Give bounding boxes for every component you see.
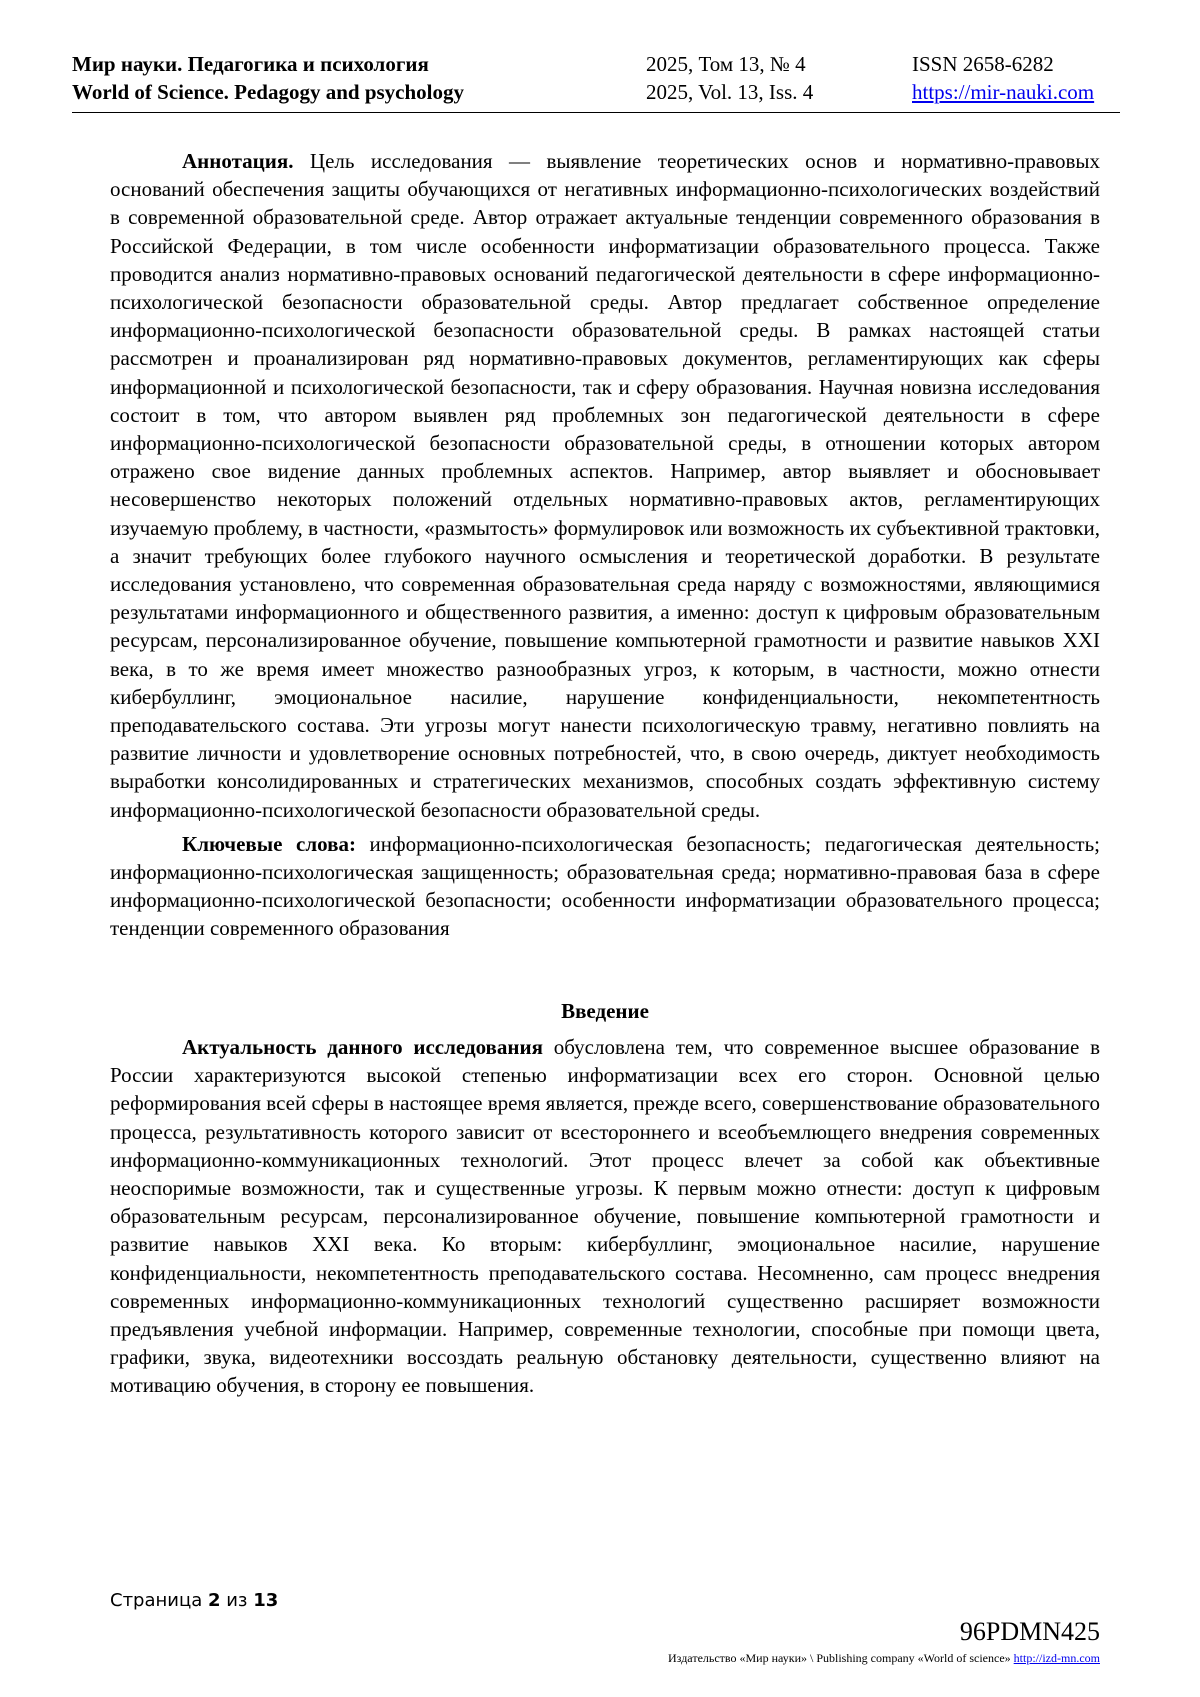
journal-title-en: World of Science. Pedagogy and psychology — [72, 80, 465, 104]
intro-paragraph — [110, 1033, 1100, 1400]
abstract-text: Цель исследования — выявление теоретических основ и нормативно-правовых оснований обеспечения защиты обучающихся от негативных информационно-психологических воздействий в современной образовательной среде. Автор отражает актуальные тенденции современного образования в Российской Федерации, в том числе особенности информатизации образовательного процесса. Также проводится анализ нормативно-правовых оснований педагогической деятельности в сфере информационно-психологической безопасности образовательной среды. Автор предлагает собственное определение информационно-психологической безопасности образовательной среды. В рамках настоящей статьи рассмотрен и проанализирован ряд нормативно-правовых документов, регламентирующих как сферы информационной и психологической безопасности, так и сферу образования. Научная новизна исследования состоит в том, что автором выявлен ряд проблемных зон педагогической деятельности в сфере информационно-психологической безопасности образовательной среды, в отношении которых автором отражено свое видение данных проблемных аспектов. Например, автор выявляет и обосновывает несовершенство некоторых положений отдельных нормативно-правовых актов, регламентирующих изучаемую проблему, в частности, «размытость» формулировок или возможность их субъективной трактовки, а значит требующих более глубокого научного осмысления и теоретической доработки. В результате исследования установлено, что современная образовательная среда наряду с возможностями, являющимися результатами информационного и общественного развития, а именно: доступ к цифровым образовательным ресурсам, персонализированное обучение, повышение компьютерной грамотности и развитие навыков XXI века, в то же время имеет множество разнообразных угроз, к которым, в частности, можно отнести кибербуллинг, эмоциональное насилие, нарушение конфиденциальности, некомпетентность преподавательского состава. Эти угрозы могут нанести психологическую травму, негативно повлиять на развитие личности и удовлетворение основных потребностей, что, в свою очередь, диктует необходимость выработки консолидированных и стратегических механизмов, способных создать эффективную систему информационно-психологической безопасности образовательной среды. — [110, 149, 1100, 822]
page-current: 2 — [207, 1590, 221, 1611]
page-total: 13 — [253, 1590, 279, 1611]
volume-info-ru: 2025, Том 13, № 4 — [646, 52, 806, 76]
keywords-text: информационно-психологическая безопасность; педагогическая деятельность; информационно-психологическая защищенность; образовательная среда; нормативно-правовая база в сфере информационно-психологической безопасности; особенности информатизации образовательного процесса; тенденции современного образования — [110, 831, 1100, 941]
page-number — [110, 1590, 278, 1611]
page-mid: из — [220, 1590, 254, 1611]
volume-info-en: 2025, Vol. 13, Iss. 4 — [646, 80, 814, 104]
article-body — [110, 147, 1100, 1400]
header-divider — [72, 112, 1120, 113]
abstract-paragraph — [110, 147, 1100, 824]
page-header — [72, 50, 1120, 112]
publisher-text: Издательство «Мир науки» \ Publishing company «World of science» — [668, 1651, 1014, 1665]
section-title: Введение — [561, 998, 649, 1023]
article-code: 96PDMN425 — [959, 1617, 1100, 1646]
keywords-label: Ключевые слова: — [182, 831, 356, 856]
intro-lead: Актуальность данного исследования — [182, 1034, 543, 1059]
intro-text: обусловлена тем, что современное высшее образование в России характеризуются высокой степенью информатизации всех его сторон. Основной целью реформирования всей сферы в настоящее время является, прежде всего, совершенствование образовательного процесса, результативность которого зависит от всестороннего и всеобъемлющего внедрения современных информационно-коммуникационных технологий. Этот процесс влечет за собой как объективные неоспоримые возможности, так и существенные угрозы. К первым можно отнести: доступ к цифровым образовательным ресурсам, персонализированное обучение, повышение компьютерной грамотности и развитие навыков XXI века. Ко вторым: кибербуллинг, эмоциональное насилие, нарушение конфиденциальности, некомпетентность преподавательского состава. Несомненно, сам процесс внедрения современных информационно-коммуникационных технологий существенно расширяет возможности предъявления учебной информации. Например, современные технологии, способные при помощи цвета, графики, звука, видеотехники воссоздать реальную обстановку деятельности, существенно влияют на мотивацию обучения, в сторону ее повышения. — [110, 1034, 1100, 1398]
publisher-link[interactable]: http://izd-mn.com — [1013, 1651, 1100, 1665]
header-row-en — [72, 78, 1120, 106]
issn: ISSN 2658-6282 — [912, 52, 1054, 76]
journal-url-link[interactable]: https://mir-nauki.com — [912, 80, 1095, 104]
spacer — [110, 943, 1100, 985]
header-row-ru — [72, 50, 1120, 78]
keywords-paragraph — [110, 830, 1100, 943]
publisher-line — [668, 1651, 1100, 1666]
abstract-label: Аннотация. — [182, 149, 294, 173]
journal-title-ru: Мир науки. Педагогика и психология — [72, 52, 429, 76]
page-prefix: Страница — [110, 1590, 208, 1611]
